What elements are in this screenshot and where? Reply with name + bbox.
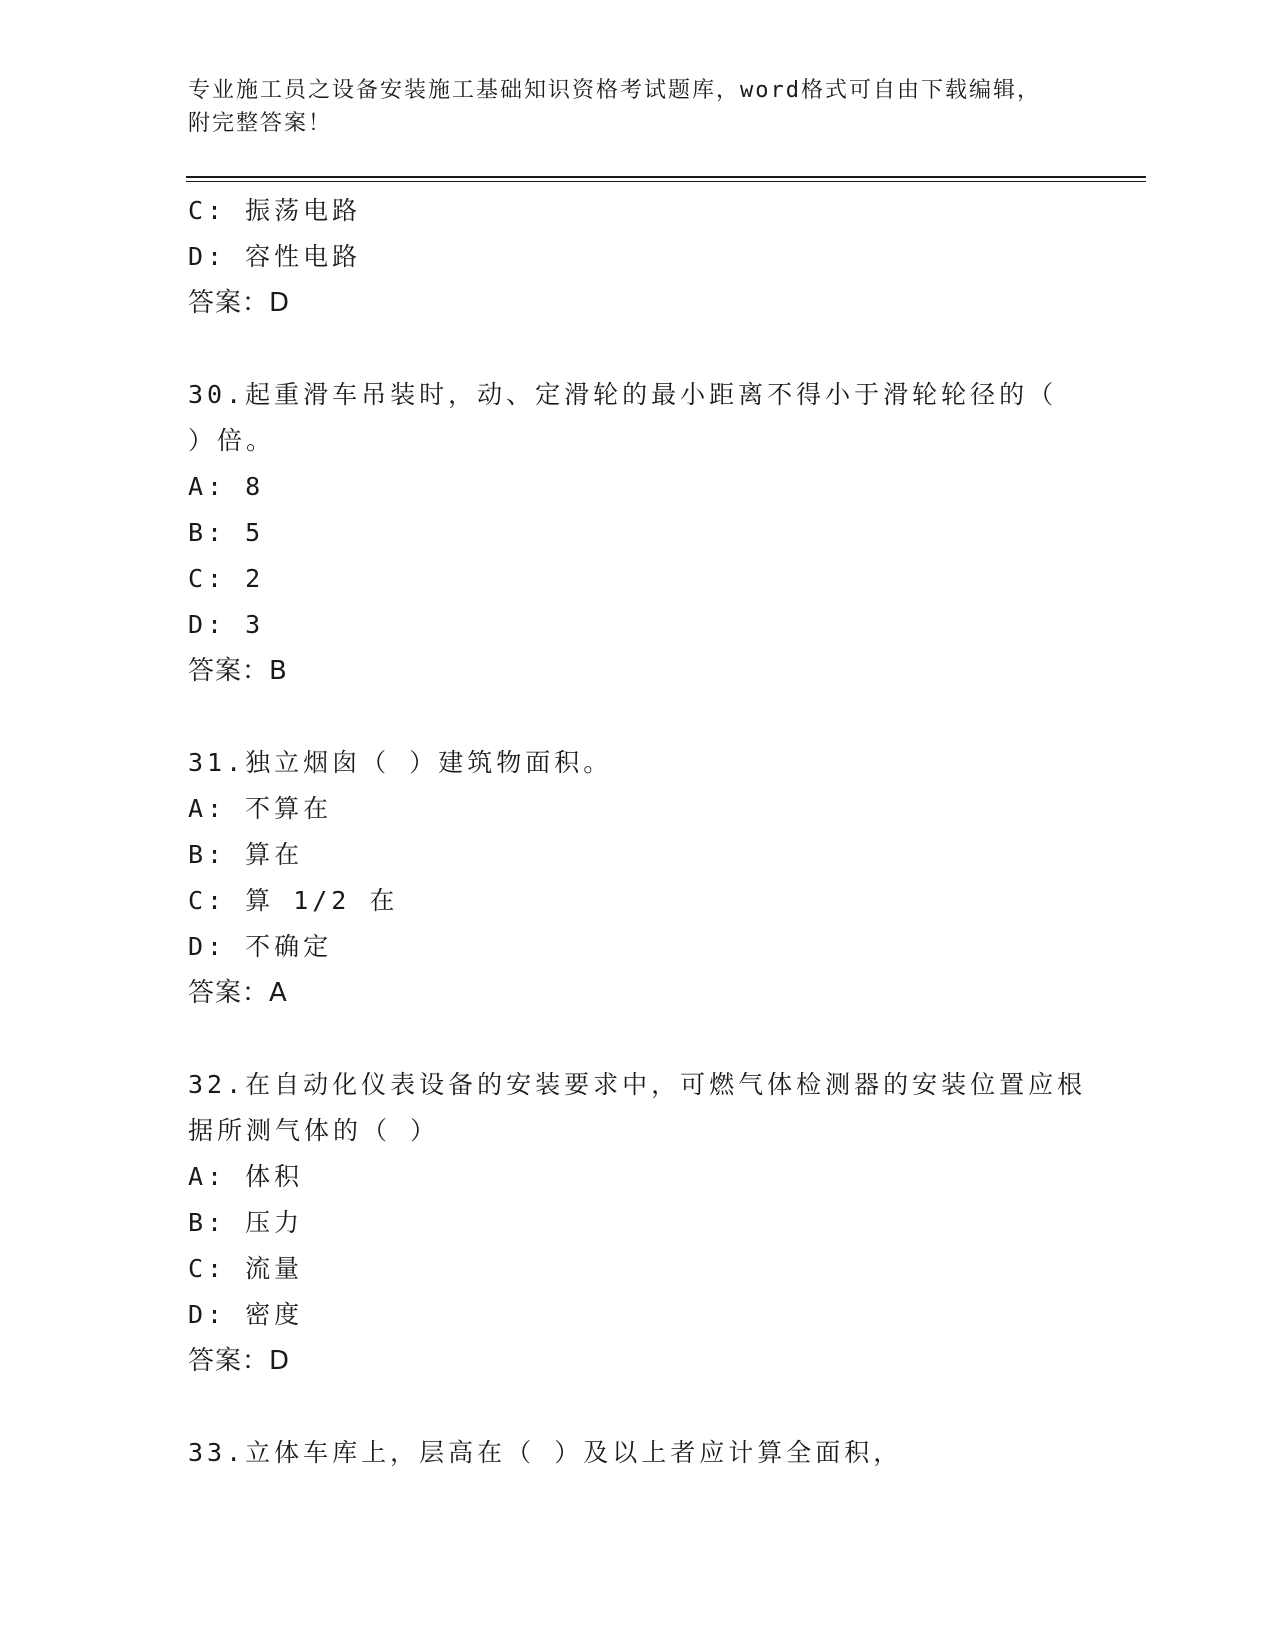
continued-question (188, 188, 1088, 326)
option-d: D: 密度 (188, 1300, 304, 1329)
header-divider-thick (186, 176, 1146, 178)
option-d: D: 3 (188, 610, 265, 639)
option-c: C: 2 (188, 564, 265, 593)
header-line-1: 专业施工员之设备安装施工基础知识资格考试题库，word格式可自由下载编辑， (188, 78, 1041, 103)
question-stem: 据所测气体的（ ） (188, 1116, 440, 1145)
answer-line: 答案：D (188, 288, 291, 318)
option-b: B: 压力 (188, 1208, 304, 1237)
question-32 (188, 1062, 1088, 1384)
question-stem: 31.独立烟囱（ ）建筑物面积。 (188, 748, 613, 777)
answer-line: 答案：D (188, 1346, 291, 1376)
option-d: D: 不确定 (188, 932, 333, 961)
option-a: A: 8 (188, 472, 265, 501)
question-list (188, 188, 1088, 1476)
option-b: B: 5 (188, 518, 265, 547)
question-stem: 33.立体车库上，层高在（ ）及以上者应计算全面积， (188, 1438, 903, 1467)
header-divider-thin (186, 181, 1146, 182)
question-stem: 30.起重滑车吊装时，动、定滑轮的最小距离不得小于滑轮轮径的（ (188, 380, 1058, 409)
document-header (188, 74, 1088, 140)
option-c: C: 算 1/2 在 (188, 886, 399, 915)
question-33 (188, 1430, 1088, 1476)
answer-line: 答案：B (188, 656, 288, 686)
option-c: C: 振荡电路 (188, 196, 362, 225)
option-a: A: 体积 (188, 1162, 304, 1191)
option-a: A: 不算在 (188, 794, 333, 823)
answer-line: 答案：A (188, 978, 288, 1008)
header-line-2: 附完整答案！ (188, 111, 333, 136)
question-31 (188, 740, 1088, 1016)
question-30 (188, 372, 1088, 694)
question-stem: ）倍。 (188, 426, 276, 455)
option-b: B: 算在 (188, 840, 304, 869)
option-c: C: 流量 (188, 1254, 304, 1283)
option-d: D: 容性电路 (188, 242, 362, 271)
question-stem: 32.在自动化仪表设备的安装要求中，可燃气体检测器的安装位置应根 (188, 1070, 1087, 1099)
